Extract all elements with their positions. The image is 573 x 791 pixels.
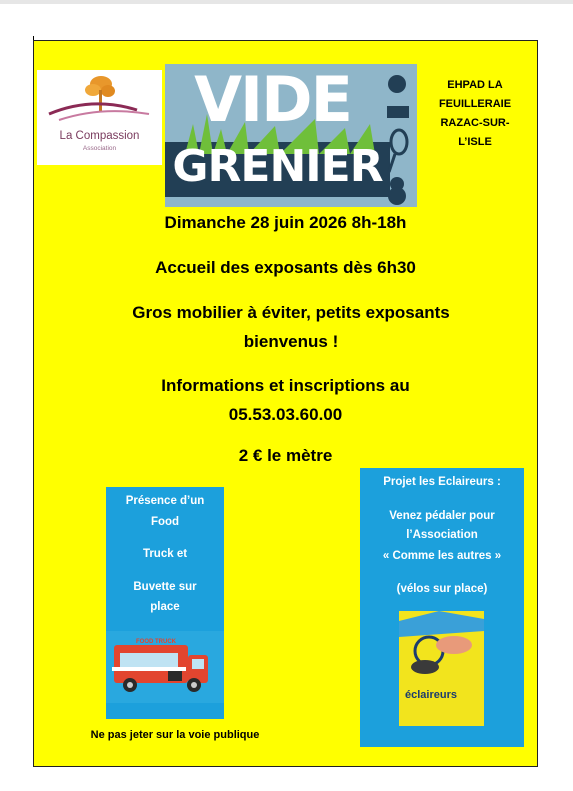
eclaireurs-line2: Venez pédaler pour	[389, 510, 495, 522]
eclaireurs-line1: Projet les Eclaireurs :	[383, 476, 501, 488]
eclaireurs-line4: « Comme les autres »	[382, 550, 502, 562]
eclaireurs-poster-image	[399, 611, 484, 726]
poster-title: éclaireurs	[405, 689, 457, 701]
venue-line1: EHPAD LA	[447, 79, 503, 91]
price-per-meter: 2 € le mètre	[238, 446, 333, 465]
banner-title-line1: VIDE	[194, 64, 351, 136]
food-box-line1: Présence d’un	[125, 495, 205, 507]
truck-sign: FOOD TRUCK	[136, 639, 176, 645]
food-truck-icon	[106, 631, 224, 703]
objects-icons	[377, 64, 417, 207]
food-box-line3: Truck et	[142, 548, 188, 560]
food-box-line2: Food	[150, 516, 180, 528]
bike-feet-icon	[399, 611, 484, 686]
logo-subtitle: Association	[82, 145, 117, 152]
food-box-line4: Buvette sur	[133, 581, 197, 593]
venue-line2: FEUILLERAIE	[438, 98, 512, 110]
association-logo	[37, 70, 162, 165]
venue-line3: RAZAC-SUR-	[440, 117, 510, 129]
eclaireurs-project-box	[360, 468, 524, 747]
furniture-note-line2: bienvenus !	[243, 332, 339, 351]
eclaireurs-line3: l’Association	[406, 529, 478, 541]
page-top-border	[0, 0, 573, 4]
eclaireurs-line5: (vélos sur place)	[396, 583, 488, 595]
banner-title-line2: GRENIER	[172, 141, 383, 192]
furniture-note	[96, 298, 486, 356]
tree-icon	[37, 70, 162, 130]
registration-label: Informations et inscriptions au	[161, 376, 410, 395]
registration-info	[34, 371, 537, 429]
exhibitor-arrival: Accueil des exposants dès 6h30	[155, 258, 416, 277]
food-truck-box	[106, 487, 224, 719]
event-date-time: Dimanche 28 juin 2026 8h-18h	[164, 213, 407, 232]
food-box-line5: place	[150, 601, 180, 613]
logo-name: La Compassion	[59, 130, 140, 142]
venue-line4: L’ISLE	[458, 136, 492, 148]
vide-grenier-banner	[165, 64, 417, 207]
furniture-note-line1: Gros mobilier à éviter, petits exposants	[132, 303, 450, 322]
phone-number: 05.53.03.60.00	[228, 405, 343, 424]
no-littering-notice: Ne pas jeter sur la voie publique	[90, 729, 260, 741]
venue-address	[432, 76, 518, 152]
